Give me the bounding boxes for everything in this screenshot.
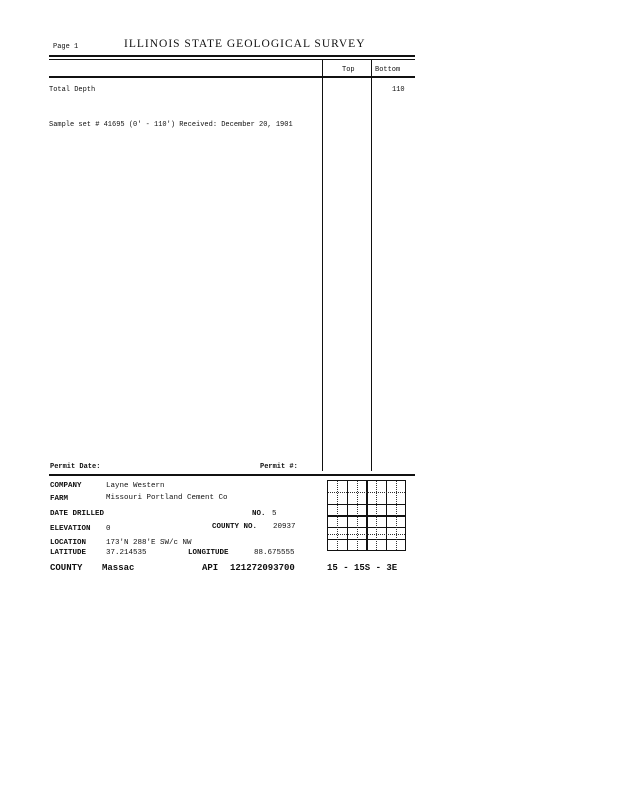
- location-value: 173'N 288'E SW/c NW: [106, 539, 192, 547]
- header-rule-second: [49, 59, 415, 60]
- company-value: Layne Western: [106, 482, 165, 490]
- column-header-bottom: Bottom: [375, 66, 401, 74]
- elevation-label: ELEVATION: [50, 525, 91, 533]
- api-label: API: [202, 563, 219, 573]
- well-number-label: NO.: [252, 510, 266, 518]
- company-label: COMPANY: [50, 482, 82, 490]
- column-divider-left: [322, 60, 323, 471]
- sample-set-note: Sample set # 41695 (0' - 110') Received: December 20, 1901: [49, 121, 293, 129]
- column-divider-right: [371, 60, 372, 471]
- header-rule-top: [49, 55, 415, 57]
- permit-date-label: Permit Date:: [50, 463, 101, 471]
- column-header-top: Top: [342, 66, 355, 74]
- farm-label: FARM: [50, 495, 69, 503]
- latitude-label: LATITUDE: [50, 549, 87, 557]
- section-location-grid: [327, 480, 406, 551]
- township-range-section: 15 - 15S - 3E: [327, 563, 398, 573]
- latitude-value: 37.214535: [106, 549, 147, 557]
- longitude-label: LONGITUDE: [188, 549, 229, 557]
- county-number-label: COUNTY NO.: [212, 523, 258, 531]
- county-number-value: 20937: [273, 523, 296, 531]
- total-depth-label: Total Depth: [49, 86, 96, 94]
- permit-number-label: Permit #:: [260, 463, 298, 471]
- elevation-value: 0: [106, 525, 111, 533]
- api-value: 121272093700: [230, 563, 295, 573]
- county-label: COUNTY: [50, 563, 83, 573]
- county-value: Massac: [102, 563, 135, 573]
- footer-rule: [49, 474, 415, 476]
- farm-value: Missouri Portland Cement Co: [106, 494, 228, 502]
- page-number: Page 1: [53, 43, 79, 51]
- location-label: LOCATION: [50, 539, 87, 547]
- well-number-value: 5: [272, 510, 277, 518]
- column-header-rule: [49, 76, 415, 78]
- total-depth-value: 110: [392, 86, 405, 94]
- longitude-value: 88.675555: [254, 549, 295, 557]
- date-drilled-label: DATE DRILLED: [50, 510, 105, 518]
- page-title: ILLINOIS STATE GEOLOGICAL SURVEY: [124, 38, 366, 50]
